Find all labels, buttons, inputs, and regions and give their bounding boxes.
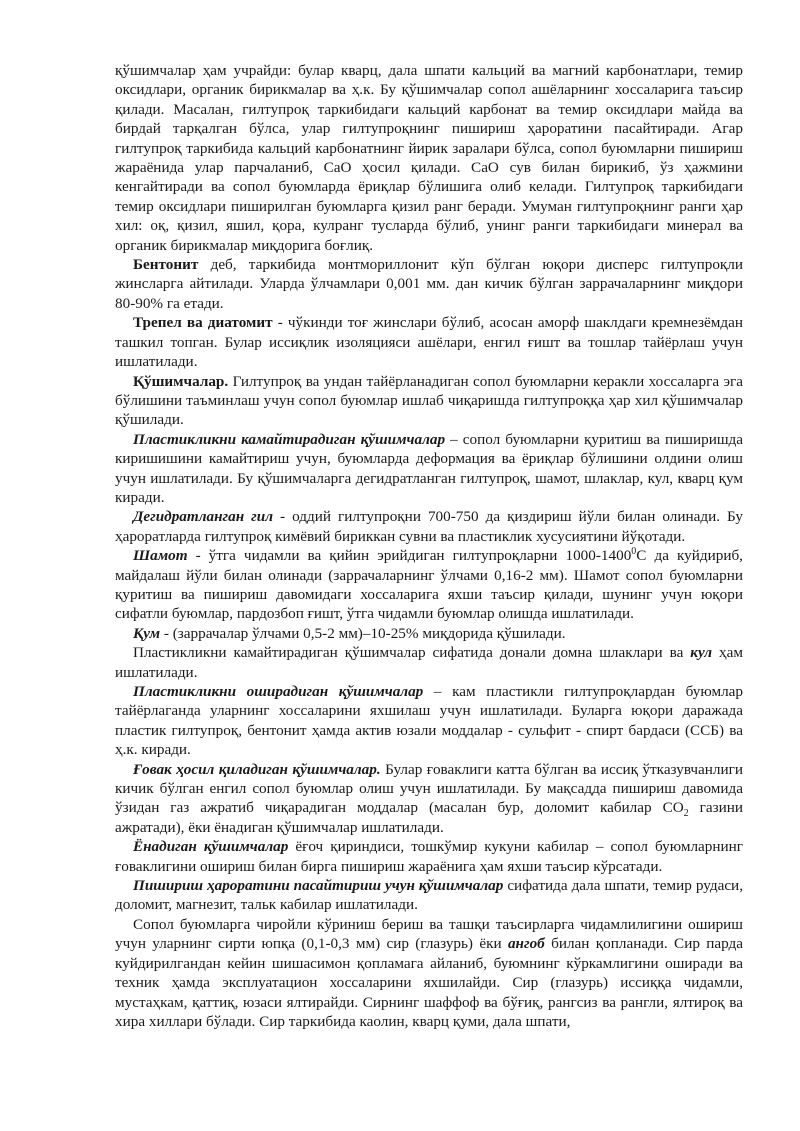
paragraph-glaze [115,915,743,1031]
paragraph-chamotte [115,546,743,624]
text-run: - (заррачалар ўлчами 0,5-2 мм)–10-25% миқдорида қўшилади. [160,624,566,642]
term-firing-temperature-reducing: Пишириш ҳароратини пасайтириш учун қўшимчалар [133,877,504,895]
document-page [115,61,743,1031]
text-run: деб, таркибида монтмориллонит кўп бўлган юқори дисперс гилтупроқли жинсларга айтилади. Уларда ўлчамлари 0,001 мм. дан кичик бўлган заррачаларнинг миқдори 80-90% га етади. [115,256,743,312]
paragraph-slag-ash [115,643,743,682]
term-dehydrated-clay: Дегидратланган гил [133,508,274,526]
text-run: - ўтга чидамли ва қийин эрийдиган гилтупроқларни 1000-1400 [187,547,632,565]
text-run: С да куйдириб, майдалаш йўли билан олинади (заррачаларнинг ўлчами 0,16-2 мм). Шамот сопол буюмларни қуритиш ва пишириш давомидаги хоссаларига яхши таъсир қилади, шунинг учун юқори сифатли буюмлар, пардозбоп ғишт, ўтга чидамли буюмлар олишда ишлатилади. [115,547,743,623]
text-run: – кам пластикли гилтупроқлардан буюмлар тайёрлаганда уларнинг хоссаларини яхшилаш учун ишлатилади. Буларга юқори даражада пластик гилтупроқ, бентонит ҳамда актив юзали моддалар - сульфит - спирт бардаси (ССБ) ва ҳ.к. киради. [115,683,743,759]
text-run: – сопол буюмларни қуритиш ва пиширишда киришишини камайтириш учун, буюмларда деформация ва ёриқлар бўлишини олдини олиш учун ишлатилади. Бу қўшимчаларга дегидратланган гилтупроқ, шамот, шлаклар, кул, кварц қум киради. [115,430,743,506]
paragraph-pore-forming [115,760,743,838]
term-ash: кул [690,644,713,662]
term-additives: Қўшимчалар. [133,372,229,390]
paragraph-impurities [115,61,743,255]
term-plasticity-reducing: Пластикликни камайтирадиган қўшимчалар [133,430,446,448]
term-bentonite: Бентонит [133,256,199,274]
term-engobe: ангоб [507,935,545,953]
term-chamotte: Шамот [133,547,188,565]
superscript: 0 [631,546,637,558]
paragraph-plasticity-reducing [115,430,743,508]
text-run: - чўкинди тоғ жинслари бўлиб, асосан аморф шаклдаги кремнезёмдан ташкил топган. Булар иссиқлик изоляцияси ашёлари, енгил ғишт ва тошлар тайёрлаш учун ишлатилади. [115,314,743,371]
text-run: сифатида дала шпати, темир рудаси, доломит, магнезит, тальк кабилар ишлатилади. [115,877,743,914]
text-run: Сопол буюмларга чиройли кўриниш бериш ва ташқи таъсирларга чидамлилигини ошириш учун уларнинг сирти юпқа (0,1-0,3 мм) сир (глазурь) ёки [115,915,743,953]
text-run: Булар ғоваклиги катта бўлган ва иссиқ ўтказувчанлиги кичик бўлган енгил сопол буюмлар олиш учун ишлатилади. Бу мақсадда пишириш давомида ўзидан газ ажратиб чиқарадиган моддалар (масалан бур, доломит кабилар СО [115,760,743,817]
text-run: ҳам ишлатилади. [115,644,743,681]
subscript: 2 [683,808,689,820]
paragraph-tripoli [115,313,743,371]
text-run: Гилтупроқ ва ундан тайёрланадиган сопол буюмларни керакли хоссаларга эга бўлишини таъминлаш учун сопол буюмлар ишлаб чиқаришда гилтупроққа ҳар хил қўшимчалар қўшилади. [115,372,743,429]
text-run: Пластикликни камайтирадиган қўшимчалар сифатида донали домна шлаклари ва [133,644,691,662]
text-run: ёғоч қириндиси, тошкўмир кукуни кабилар – сопол буюмларнинг ғоваклигини ошириш билан бирга пишириш жараёнига ҳам яхши таъсир кўрсатади. [115,838,743,875]
term-pore-forming: Ғовак ҳосил қиладиган қўшимчалар. [133,760,381,778]
paragraph-additives [115,372,743,430]
paragraph-flux [115,876,743,915]
paragraph-plasticity-increasing [115,682,743,760]
term-tripoli-diatomite: Трепел ва диатомит [133,314,273,332]
text-run: - оддий гилтупроқни 700-750 да қиздириш йўли билан олинади. Бу ҳароратларда гилтупроқ кимёвий бириккан сувни ва пластиклик хусусиятини йўқотади. [115,508,743,545]
text-run: билан қопланади. Сир парда куйдирилгандан кейин шишасимон қопламага айланиб, буюмнинг кўркамлигини оширади ва техник ҳамда эксплуатацион хоссаларини яхшилайди. Сир (глазурь) иссиққа чидамли, мустаҳкам, қаттиқ, юзаси ялтирайди. Сирнинг шаффоф ва бўғиқ, рангсиз ва рангли, ялтироқ ва хира хиллари бўлади. Сир таркибида каолин, кварц қуми, дала шпати, [115,935,743,1030]
text-run: газини ажратади), ёки ёнадиган қўшимчалар ишлатилади. [115,799,743,836]
term-combustible: Ёнадиган қўшимчалар [133,838,289,856]
text-run: қўшимчалар ҳам учрайди: булар кварц, дала шпати кальций ва магний карбонатлари, темир оксидлари, органик бирикмалар ва ҳ.к. Бу қўшимчалар сопол ашёларнинг хоссаларига таъсир қилади. Масалан, гилтупроқ таркибидаги кальций карбонат ва темир оксидлари майда ва бирдай тарқалган бўлса, улар гилтупроқнинг пишириш ҳароратини пасайтиради. Агар гилтупроқ таркибида кальций карбонатнинг йирик заралари бўлса, сопол буюмларни пишириш жараёнида улар парчаланиб, СаО ҳосил қилади. СаО сув билан бирикиб, ўз ҳажмини кенгайтиради ва сопол буюмларда ёриқлар бўлишига олиб келади. Гилтупроқ таркибидаги темир оксидлари пиширилган буюмларга қизил ранг беради. Умуман гилтупроқнинг ранги ҳар хил: оқ, қизил, яшил, қора, кулранг тусларда бўлиб, унинг ранги таркибидаги минерал ва органик бирикмалар миқдорига боғлиқ. [115,62,743,254]
term-sand: Қум [133,624,161,642]
paragraph-sand [115,624,743,643]
paragraph-combustible [115,837,743,876]
paragraph-bentonite [115,255,743,313]
term-plasticity-increasing: Пластикликни оширадиган қўшимчалар [133,683,424,700]
paragraph-dehydrated-clay [115,507,743,546]
